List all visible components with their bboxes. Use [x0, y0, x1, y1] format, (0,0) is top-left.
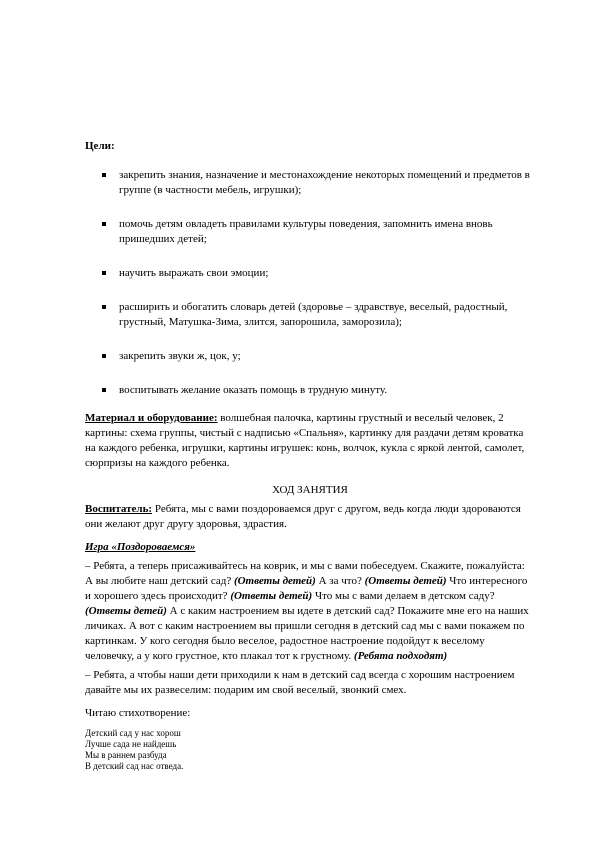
goal-item	[85, 217, 535, 247]
teacher-paragraph	[85, 502, 535, 532]
bullet-icon	[102, 271, 106, 275]
materials-paragraph	[85, 411, 535, 471]
dialog-text: А за что?	[315, 575, 365, 587]
dialog-text: Что интересного и хорошего здесь происходит?	[85, 575, 528, 602]
poem-line: В детский сад нас отведа.	[85, 761, 184, 771]
goals-list	[85, 168, 535, 398]
poem-line: Мы в раннем разбуда	[85, 750, 167, 760]
bullet-icon	[102, 222, 106, 226]
dialog-text: А с каким настроением вы идете в детский сад? Покажите мне его на наших личиках. А вот с каким настроением вы пришли сегодня в детский сад мы с вами покажем по картинкам. У кого сегодня было веселое, радостное настроение подойдут к веселому человечку, а у кого грустное, кто плакал тот к грустному.	[85, 605, 529, 662]
goal-text: помочь детям овладеть правилами культуры поведения, запомнить имена вновь пришедших детей;	[119, 218, 493, 245]
goal-text: закрепить знания, назначение и местонахождение некоторых помещений и предметов в группе (в частности мебель, игрушки);	[119, 169, 530, 196]
goal-item	[85, 266, 535, 281]
children-response: (Ребята подходят)	[353, 650, 448, 662]
bullet-icon	[102, 305, 106, 309]
children-response: (Ответы детей)	[364, 575, 447, 587]
teacher-label: Воспитатель:	[85, 503, 153, 515]
poem-line: Детский сад у нас хорош	[85, 728, 181, 738]
dialog-text: – Ребята, а теперь присаживайтесь на коврик, и мы с вами побеседуем. Скажите, пожалуйста: А вы любите наш детский сад?	[85, 560, 525, 587]
dialog-paragraph-2: – Ребята, а чтобы наши дети приходили к нам в детский сад всегда с хорошим настроением давайте мы их развеселим: подарим им свой веселый, звонкий смех.	[85, 669, 515, 696]
poem	[85, 728, 535, 772]
materials-text: волшебная палочка, картины грустный и веселый человек, 2 картины: схема группы, чистый с надписью «Спальня», картинку для раздачи детям кроватка на каждого ребенка, игрушки, картины игрушек: конь, волчок, кукла с яркой лентой, самолет, сюрпризы на каждого ребенка.	[85, 412, 525, 469]
materials-label: Материал и оборудование:	[85, 412, 218, 424]
poem-line: Лучше сада не найдешь	[85, 739, 177, 749]
game-title: Игра «Поздороваемся»	[85, 541, 196, 553]
bullet-icon	[102, 173, 106, 177]
reading-line: Читаю стихотворение:	[85, 707, 191, 719]
bullet-icon	[102, 388, 106, 392]
bullet-icon	[102, 354, 106, 358]
teacher-text: Ребята, мы с вами поздороваемся друг с другом, ведь когда люди здороваются они желают друг другу здоровья, здрастия.	[85, 503, 521, 530]
dialog-text: Что мы с вами делаем в детском саду?	[312, 590, 495, 602]
goal-item	[85, 349, 535, 364]
children-response: (Ответы детей)	[233, 575, 316, 587]
children-response: (Ответы детей)	[85, 605, 167, 617]
section-title: ХОД ЗАНЯТИЯ	[272, 484, 348, 496]
goal-text: расширить и обогатить словарь детей (здоровье – здравствуе, веселый, радостный, грустный, Матушка-Зима, злится, запорошила, заморозила);	[119, 301, 508, 328]
goal-item	[85, 168, 535, 198]
goal-item	[85, 300, 535, 330]
goal-text: научить выражать свои эмоции;	[119, 267, 269, 279]
goals-heading: Цели:	[85, 140, 115, 152]
children-response: (Ответы детей)	[230, 590, 313, 602]
goal-text: закрепить звуки ж, цок, у;	[119, 350, 241, 362]
document-content	[85, 139, 535, 772]
goal-item	[85, 383, 535, 398]
goal-text: воспитывать желание оказать помощь в трудную минуту.	[119, 384, 388, 396]
dialog-paragraph-1	[85, 559, 535, 664]
